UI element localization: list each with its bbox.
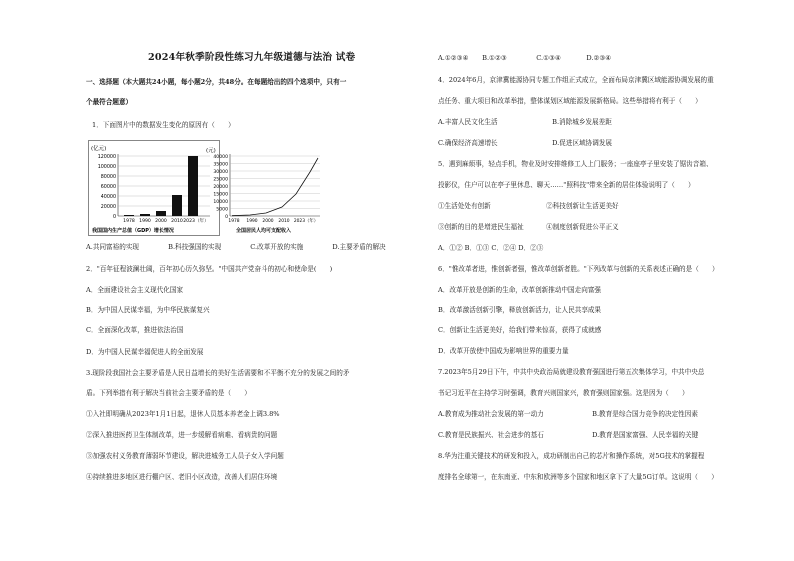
q5-item-3: ③创新的目的是增进民生福祉 xyxy=(438,223,524,231)
q5-stem-line2: 投影仪，住户可以在亭子里休息、聊天……"照科技"带来全新的居住体验说明了（ ） xyxy=(438,181,695,189)
gdp-ytick: 120000 xyxy=(97,154,116,160)
gdp-bar-1990 xyxy=(140,214,150,216)
gdp-ytick: 20000 xyxy=(100,204,116,210)
q4-options-row2 xyxy=(438,139,612,148)
gdp-bar-2010 xyxy=(172,195,182,216)
gdp-ytick: 80000 xyxy=(100,174,116,180)
income-unit: (元) xyxy=(206,148,216,154)
section-heading-line2: 个最符合题意） xyxy=(86,98,133,106)
q4-stem-line1: 4．2024年6月，京津冀能源协同专题工作组正式成立，全面布局京津冀区域能源协调发展的重 xyxy=(438,76,714,84)
income-caption: 全国居民人均可支配收入 xyxy=(236,228,292,234)
gdp-ytick: 100000 xyxy=(97,164,116,170)
q3-option-b[interactable]: B.①②③ xyxy=(482,54,507,62)
income-line-chart xyxy=(200,144,326,236)
q7-option-d[interactable]: D.教育是国家富强、人民幸福的关键 xyxy=(592,431,699,439)
q4-options-row1 xyxy=(438,118,612,127)
q4-option-a[interactable]: A.丰富人民文化生活 xyxy=(438,118,498,126)
q7-stem-line2: 书记习近平在主持学习时强调，教育兴则国家兴，教育强则国家强。这是因为（ ） xyxy=(438,389,689,397)
gdp-xtick: 1978 xyxy=(123,219,135,224)
income-ytick: 20000 xyxy=(213,184,228,190)
q6-option-c[interactable]: C．创新让生活更美好，给我们带来惊喜，获得了成就感 xyxy=(438,326,602,334)
income-ytick: 30000 xyxy=(213,169,228,175)
gdp-xtick: 1990 xyxy=(139,219,151,224)
gdp-bar-2023 xyxy=(188,156,198,216)
q7-options-row1 xyxy=(438,410,698,419)
q5-options[interactable]: A．①② B．①③ C．②④ D．②③ xyxy=(438,244,544,252)
exam-title: 2024年秋季阶段性练习九年级道德与法治 试卷 xyxy=(148,52,356,63)
income-ytick: 25000 xyxy=(213,177,228,183)
q3-item-3: ③加强农村义务教育薄弱环节建设，解决进城务工人员子女入学问题 xyxy=(86,452,284,460)
q6-option-a[interactable]: A．改革开放是创新的生命，改革创新推动中国走向富强 xyxy=(438,286,602,294)
q4-option-b[interactable]: B.消除城乡发展差距 xyxy=(552,118,612,126)
q7-options-row2 xyxy=(438,431,698,440)
q5-item-4: ④制度创新促进公平正义 xyxy=(546,223,619,231)
q2-option-d[interactable]: D．为中国人民谋幸福促进人的全面发展 xyxy=(86,348,204,356)
gdp-xtick: 2000 xyxy=(155,219,167,224)
gdp-caption: 我国国内生产总值（GDP）增长情况 xyxy=(92,228,174,234)
q7-stem-line1: 7.2023年5月29日下午，中共中央政治局就建设教育强国进行第五次集体学习，中共中央总 xyxy=(438,368,705,376)
income-ytick: 5000 xyxy=(216,207,228,213)
q3-item-2: ②深入推进医药卫生体制改革，进一步缓解看病难、看病贵的问题 xyxy=(86,431,278,439)
q2-option-c[interactable]: C．全面深化改革，推进依法治国 xyxy=(86,326,184,334)
q5-item-1: ①生活处处有创新 xyxy=(438,202,491,210)
gdp-bar-2000 xyxy=(156,211,166,216)
q2-stem: 2．"百年征程波澜壮阔，百年初心历久弥坚。"中国共产党奋斗的初心和使命是( ) xyxy=(86,265,333,273)
q1-option-b[interactable]: B.科技强国的实现 xyxy=(168,243,222,251)
income-line xyxy=(232,158,318,216)
income-ytick: 35000 xyxy=(213,162,228,168)
income-xtick: 1990 xyxy=(246,219,258,224)
income-xtick: 1978 xyxy=(228,219,240,224)
q3-stem-line1: 3.现阶段我国社会主要矛盾是人民日益增长的美好生活需要和不平衡不充分的发展之间的矛 xyxy=(86,369,350,377)
q4-option-d[interactable]: D.促进区域协调发展 xyxy=(552,139,613,147)
q3-option-d[interactable]: D.②③④ xyxy=(586,54,612,62)
gdp-ytick: 60000 xyxy=(100,184,116,190)
income-xtick: 2010 xyxy=(278,219,290,224)
q3-option-c[interactable]: C.①③④ xyxy=(536,54,561,62)
q8-stem-line1: 8.华为注重关键技术的研发和投入，成功研制出自己的芯片和操作系统，对5G技术的掌握程 xyxy=(438,452,705,460)
q5-stem-line1: 5．遇到麻烦事，轻点手机，物业及时安排维修工人上门服务；一座座亭子里安装了锯齿音箱、 xyxy=(438,160,713,168)
gdp-ytick: 0 xyxy=(112,214,116,220)
q7-option-c[interactable]: C.教育是民族振兴、社会进步的基石 xyxy=(438,431,544,439)
gdp-unit: (亿元) xyxy=(91,146,107,152)
q5-items-row1 xyxy=(438,202,619,211)
q3-options xyxy=(438,54,611,63)
q3-stem-line2: 盾。下列举措有利于解决当前社会主要矛盾的是（ ） xyxy=(86,389,251,397)
q4-stem-line2: 点任务、重大项目和改革举措，整体谋划区域能源发展新格局。这些举措将有利于（ ） xyxy=(438,97,702,105)
section-heading-line1: 一、选择题（本大题共24小题，每小题2分，共48分。在每题给出的四个选项中，只有一 xyxy=(86,78,347,86)
gdp-xtick: 2023（年） xyxy=(183,219,209,224)
gdp-bar-1978 xyxy=(124,215,134,216)
income-ytick: 40000 xyxy=(213,154,228,160)
q1-stem: 1．下面图片中的数据发生变化的原因有（ ） xyxy=(92,121,235,129)
q7-option-a[interactable]: A.教育成为推动社会发展的第一动力 xyxy=(438,410,544,418)
income-ytick: 15000 xyxy=(213,192,228,198)
income-xtick: 2000 xyxy=(262,219,274,224)
income-ytick: 0 xyxy=(225,214,228,220)
q7-option-b[interactable]: B.教育是综合国力竞争的决定性因素 xyxy=(592,410,698,418)
q1-option-c[interactable]: C.改革开放的实施 xyxy=(250,243,304,251)
income-xtick: 2023（年） xyxy=(293,219,319,224)
q8-stem-line2: 度排名全球第一，在东南亚、中东和欧洲等多个国家和地区拿下了大量5G订单。这说明（ ） xyxy=(438,473,718,481)
q5-items-row2 xyxy=(438,223,619,232)
gdp-xtick: 2010 xyxy=(171,219,183,224)
q6-option-d[interactable]: D．改革开放使中国成为影响世界的重要力量 xyxy=(438,347,569,355)
q2-option-b[interactable]: B．为中国人民谋幸福，为中华民族谋复兴 xyxy=(86,306,210,314)
q4-option-c[interactable]: C.确保经济高速增长 xyxy=(438,139,498,147)
q3-option-a[interactable]: A.①②③④ xyxy=(438,54,469,62)
q6-option-b[interactable]: B．改革激活创新引擎，释放创新活力，让人民共享成果 xyxy=(438,306,602,314)
q1-option-a[interactable]: A.共同富裕的实现 xyxy=(86,243,140,251)
q2-option-a[interactable]: A．全面建设社会主义现代化国家 xyxy=(86,286,184,294)
q5-item-2: ②科技创新让生活更美好 xyxy=(546,202,619,210)
q1-option-d[interactable]: D.主要矛盾的解决 xyxy=(332,243,386,251)
q6-stem: 6．"惟改革者进，惟创新者强，惟改革创新者胜。"下列改革与创新的关系表述正确的是（ ） xyxy=(438,265,719,273)
q1-options xyxy=(86,243,386,252)
gdp-ytick: 40000 xyxy=(100,194,116,200)
q3-item-1: ①入社即明确从2023年1月1日起，退休人员基本养老金上调3.8% xyxy=(86,410,280,418)
q3-item-4: ④持续推进多地区进行棚户区、老旧小区改造，改善人们居住环境 xyxy=(86,473,278,481)
income-ytick: 10000 xyxy=(213,199,228,205)
